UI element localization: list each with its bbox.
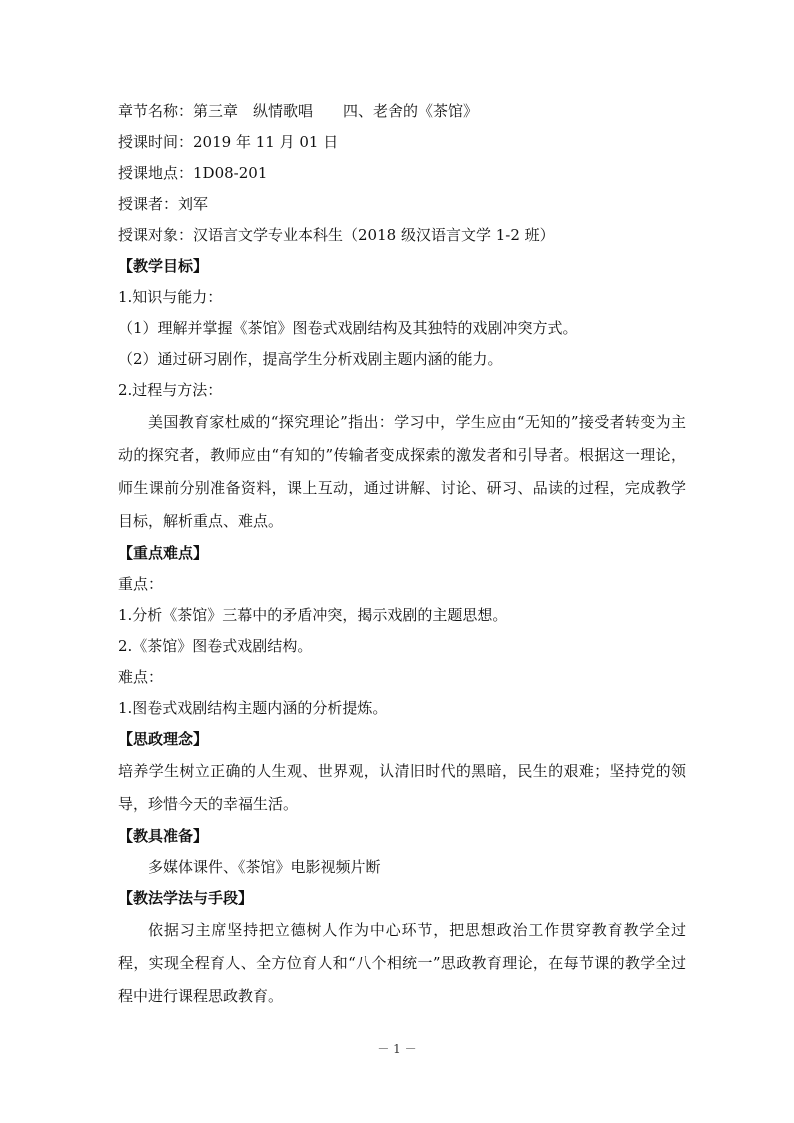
tools-text: 多媒体课件、《茶馆》电影视频片断 <box>148 858 381 876</box>
goals-process-label: 2.过程与方法： <box>118 381 223 399</box>
goals-knowledge-label: 1.知识与能力： <box>118 288 223 306</box>
goals-item-2: （2）通过研习剧作，提高学生分析戏剧主题内涵的能力。 <box>118 350 503 368</box>
document-body <box>118 96 686 1013</box>
teaching-goals-heading: 【教学目标】 <box>118 257 209 275</box>
lecture-audience: 授课对象：汉语言文学专业本科生（2018 级汉语言文学 1-2 班） <box>118 226 555 244</box>
difficult-label: 难点： <box>118 668 164 686</box>
lecture-time: 授课时间：2019 年 11 月 01 日 <box>118 133 339 151</box>
lecture-place: 授课地点：1D08-201 <box>118 164 268 182</box>
key-points-heading: 【重点难点】 <box>118 544 209 562</box>
tools-heading: 【教具准备】 <box>118 827 209 845</box>
lecturer: 授课者：刘军 <box>118 195 209 213</box>
difficult-item-1: 1.图卷式戏剧结构主题内涵的分析提炼。 <box>118 699 388 717</box>
key-label: 重点： <box>118 575 164 593</box>
ideology-heading: 【思政理念】 <box>118 730 209 748</box>
method-paragraph: 美国教育家杜威的“探究理论”指出：学习中，学生应由“无知的”接受者转变为主动的探究者，教师应由“有知的”传输者变成探索的激发者和引导者。根据这一理论，师生课前分别准备资料，课上互动，通过讲解、讨论、研习、品读的过程，完成教学目标，解析重点、难点。 <box>118 413 686 530</box>
methods-heading: 【教法学法与手段】 <box>118 889 254 907</box>
chapter-name: 章节名称：第三章 纵情歌唱 四、老舍的《茶馆》 <box>118 102 479 120</box>
goals-item-1: （1）理解并掌握《茶馆》图卷式戏剧结构及其独特的戏剧冲突方式。 <box>118 319 578 337</box>
key-item-2: 2.《茶馆》图卷式戏剧结构。 <box>118 637 313 655</box>
methods-paragraph: 依据习主席坚持把立德树人作为中心环节，把思想政治工作贯穿教育教学全过程，实现全程育人、全方位育人和“八个相统一”思政教育理论，在每节课的教学全过程中进行课程思政教育。 <box>118 921 686 1005</box>
ideology-paragraph: 培养学生树立正确的人生观、世界观，认清旧时代的黑暗，民生的艰难；坚持党的领导，珍惜今天的幸福生活。 <box>118 762 686 813</box>
key-item-1: 1.分析《茶馆》三幕中的矛盾冲突，揭示戏剧的主题思想。 <box>118 606 508 624</box>
page-number: － 1 － <box>377 1042 417 1056</box>
